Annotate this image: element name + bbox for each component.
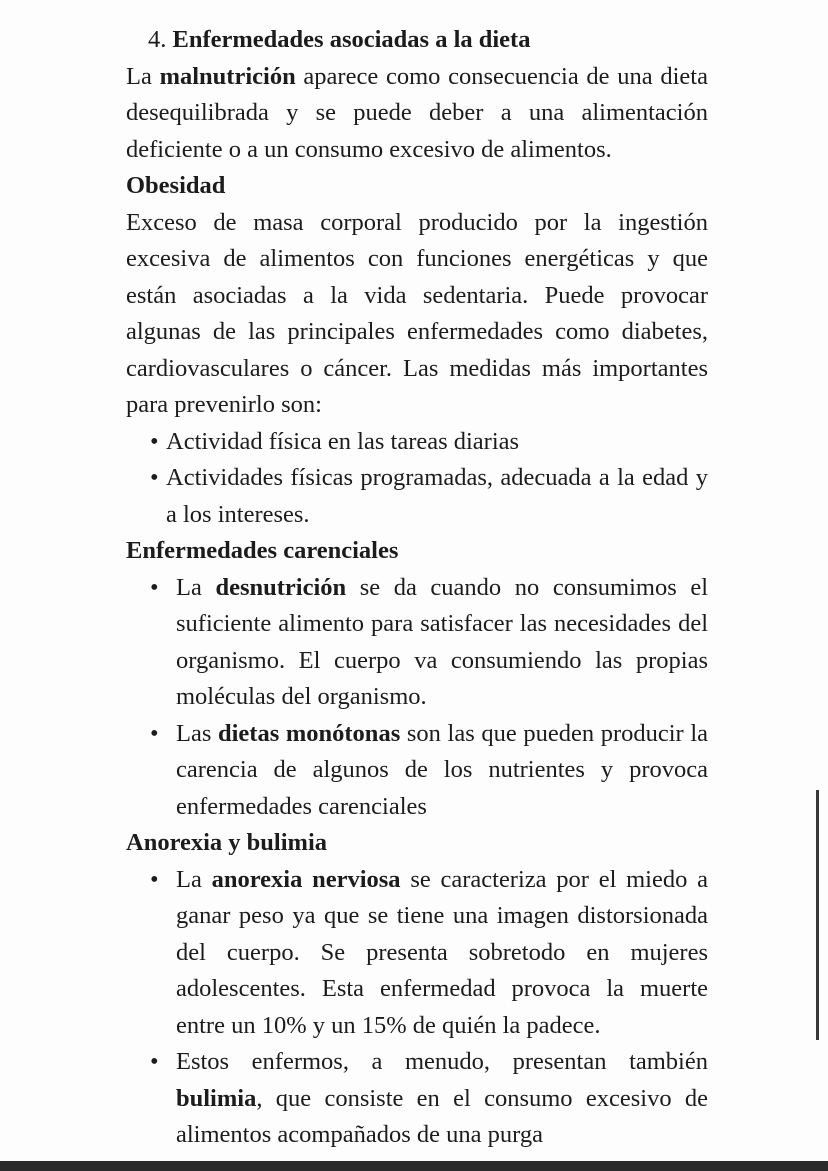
bold-term: bulimia <box>176 1084 257 1112</box>
list-item <box>126 570 708 716</box>
bullet-icon: • <box>150 427 159 455</box>
anorexia-list <box>126 862 708 1154</box>
bullet-icon: • <box>150 573 159 601</box>
bullet-icon: • <box>150 464 159 491</box>
intro-rest: aparece como consecuencia de una dieta desequilibrada y se puede deber a una alimentación deficiente o a un consumo excesivo de alimentos. <box>126 62 708 163</box>
list-item-text: se caracteriza por el miedo a ganar peso ya que se tiene una imagen distorsionada del cuerpo. Se presenta sobretodo en mujeres adolescentes. Esta enfermedad provoca la muerte entre un 10% y un 15% de quién la padece. <box>176 865 708 1039</box>
carenciales-list <box>126 570 708 826</box>
bullet-icon: • <box>150 1048 159 1075</box>
bold-term: dietas monótonas <box>218 719 401 747</box>
heading-anorexia: Anorexia y bulimia <box>126 829 328 856</box>
obesidad-paragraph: Exceso de masa corporal producido por la ingestión excesiva de alimentos con funciones energéticas y que están asociadas a la vida sedentaria. Puede provocar algunas de las principales enfermedades como diabetes, cardiovasculares o cáncer. Las medidas más importantes para prevenirlo son: <box>126 208 708 418</box>
list-item-lead: La <box>176 865 212 893</box>
intro-lead: La <box>126 62 160 90</box>
page-content <box>126 22 708 1154</box>
bold-term: anorexia nerviosa <box>211 865 401 893</box>
section-title <box>126 22 708 59</box>
list-item <box>126 716 708 826</box>
section-title-text: Enfermedades asociadas a la dieta <box>172 26 531 53</box>
list-item-lead: Las <box>176 719 218 747</box>
intro-bold-term: malnutrición <box>159 62 296 90</box>
section-number: 4. <box>148 26 167 53</box>
list-item-text: se da cuando no consumimos el suficiente alimento para satisfacer las necesidades del organismo. El cuerpo va consumiendo las propias moléculas del organismo. <box>176 573 709 710</box>
heading-obesidad: Obesidad <box>126 172 226 199</box>
heading-carenciales: Enfermedades carenciales <box>126 537 399 564</box>
list-item <box>126 1044 708 1154</box>
list-item-lead: Estos enfermos, a menudo, presentan también <box>176 1048 708 1075</box>
bullet-icon: • <box>150 719 159 747</box>
list-item-text: Actividades físicas programadas, adecuada a la edad y a los intereses. <box>166 464 708 528</box>
scan-edge-bottom <box>0 1161 828 1171</box>
intro-paragraph <box>126 59 708 169</box>
obesidad-list <box>126 424 708 534</box>
list-item <box>126 862 708 1045</box>
bold-term: desnutrición <box>215 573 347 601</box>
list-item-text: son las que pueden producir la carencia de algunos de los nutrientes y provoca enfermedades carenciales <box>176 719 709 820</box>
bullet-icon: • <box>150 865 159 893</box>
list-item-text: , que consiste en el consumo excesivo de alimentos acompañados de una purga <box>176 1084 708 1148</box>
list-item-text: Actividad física en las tareas diarias <box>166 427 520 455</box>
list-item <box>126 460 708 533</box>
scan-edge-right <box>816 790 819 1040</box>
list-item-lead: La <box>176 573 216 601</box>
list-item <box>126 424 708 461</box>
